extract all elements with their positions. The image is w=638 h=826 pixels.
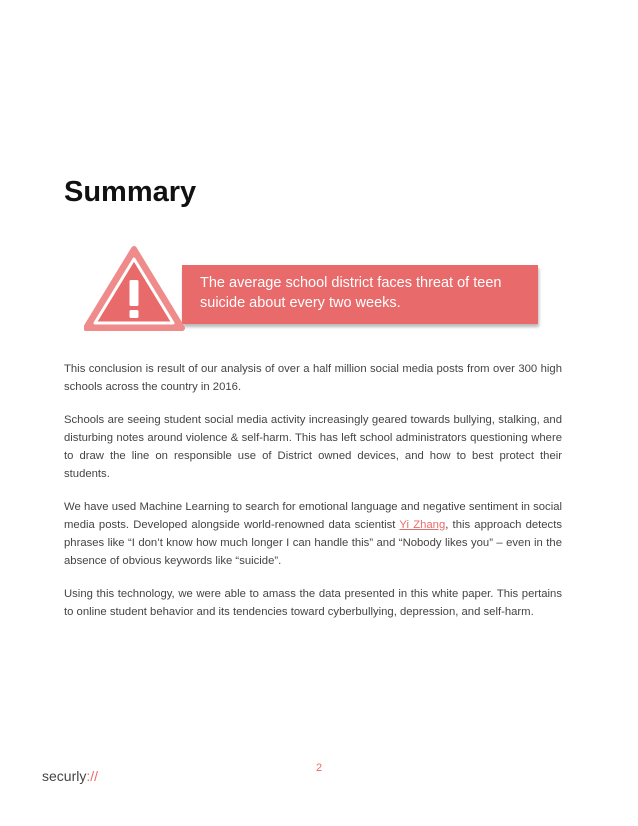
yi-zhang-link[interactable]: Yi Zhang <box>399 519 446 531</box>
warning-triangle-icon <box>84 244 196 336</box>
callout-text: The average school district faces threat of teen suicide about every two weeks. <box>200 275 502 311</box>
body-text <box>64 360 562 636</box>
paragraph-2: Schools are seeing student social media activity increasingly geared towards bullying, stalking, and disturbing notes around violence & self-harm. This has left school administrators questioning where to draw the line on responsible use of District owned devices, and how to best protect their students. <box>64 414 562 480</box>
paragraph-3-after: , this approach detects phrases like “I don’t know how much longer I can handle this” and “Nobody likes you” – even in the absence of obvious keywords like “suicide”. <box>64 519 562 567</box>
logo-slashes: :// <box>86 768 99 784</box>
paragraph-1: This conclusion is result of our analysis of over a half million social media posts from over 300 high schools across the country in 2016. <box>64 363 562 393</box>
securly-logo <box>42 768 98 784</box>
paragraph-3 <box>64 498 562 570</box>
paragraph-3-before: We have used Machine Learning to search for emotional language and negative sentiment in social media posts. Developed alongside world-renowned data scientist <box>64 501 562 531</box>
callout-banner <box>84 244 544 336</box>
page-title: Summary <box>64 176 197 208</box>
logo-word: securly <box>42 768 87 784</box>
paragraph-4: Using this technology, we were able to amass the data presented in this white paper. This pertains to online student behavior and its tendencies toward cyberbullying, depression, and self-harm. <box>64 588 562 618</box>
page-number: 2 <box>315 762 323 774</box>
